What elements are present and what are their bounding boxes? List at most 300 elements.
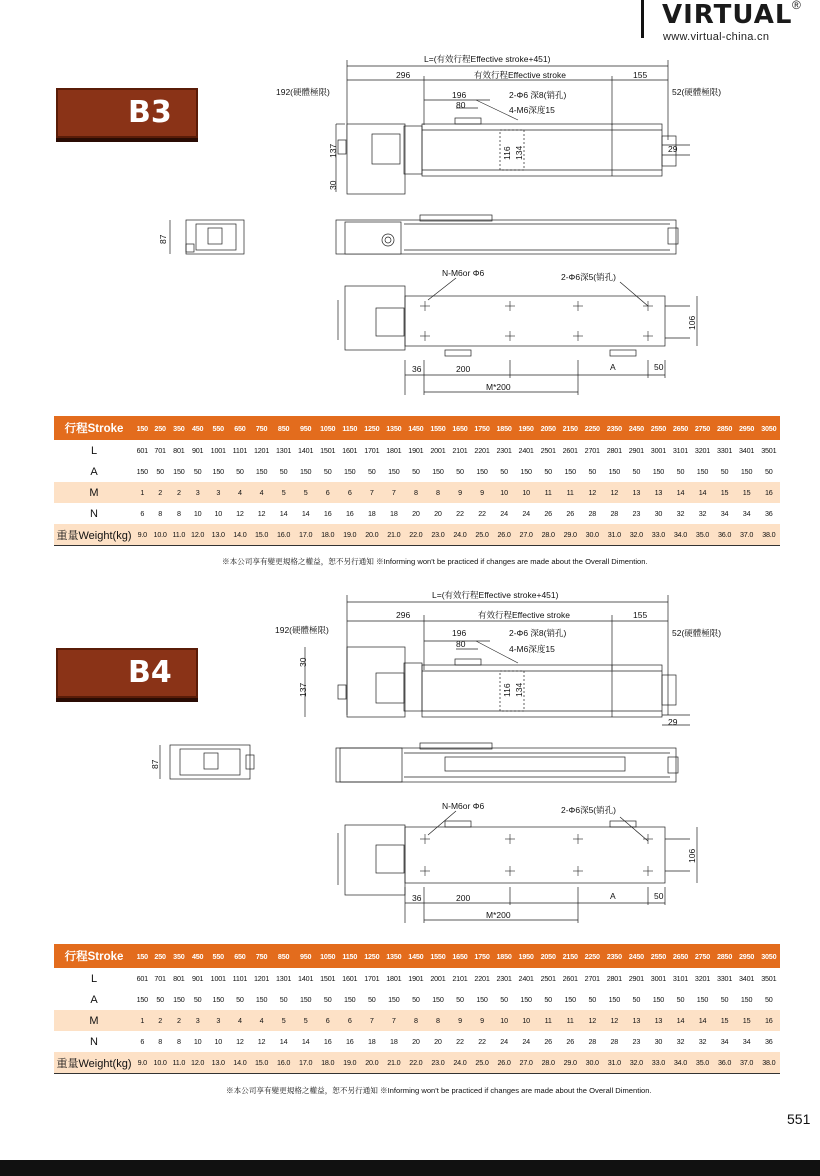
table-cell: 50 <box>317 461 339 482</box>
table-cell: 1301 <box>273 440 295 461</box>
table-cell: 14 <box>669 482 691 503</box>
dim-left: 296 <box>396 70 411 80</box>
table-cell: 50 <box>405 461 427 482</box>
dim-29: 29 <box>668 144 678 154</box>
table-cell: 29.0 <box>559 524 581 546</box>
table-cell: 1201 <box>251 968 273 989</box>
table-cell: 150 <box>736 461 758 482</box>
table-cell: 750 <box>251 416 273 440</box>
table-cell: 13.0 <box>207 1052 229 1074</box>
table-cell: 8 <box>427 1010 449 1031</box>
table-cell: 2401 <box>515 968 537 989</box>
row-label: A <box>54 461 134 482</box>
table-cell: 24.0 <box>449 524 471 546</box>
dim-a: A <box>610 362 616 372</box>
table-cell: 14 <box>295 1031 317 1052</box>
table-row-weight <box>54 1052 780 1074</box>
table-cell: 26 <box>559 1031 581 1052</box>
dim-height-134: 134 <box>514 682 524 697</box>
table-cell: 150 <box>207 989 229 1010</box>
table-cell: 22 <box>471 1031 493 1052</box>
table-cell: 2 <box>151 1010 170 1031</box>
table-cell: 50 <box>449 461 471 482</box>
table-cell: 1350 <box>383 944 405 968</box>
table-cell: 150 <box>383 989 405 1010</box>
table-cell: 24.0 <box>449 1052 471 1074</box>
table-cell: 50 <box>758 461 780 482</box>
table-cell: 1850 <box>493 416 515 440</box>
table-cell: 32 <box>669 1031 691 1052</box>
table-cell: 32.0 <box>625 1052 647 1074</box>
table-cell: 16 <box>758 1010 780 1031</box>
table-cell: 12 <box>229 503 250 524</box>
table-cell: 950 <box>295 944 317 968</box>
table-cell: 2450 <box>625 944 647 968</box>
table-cell: 11.0 <box>170 524 188 546</box>
table-cell: 24 <box>515 503 537 524</box>
table-cell: 19.0 <box>339 524 361 546</box>
table-row-n <box>54 1031 780 1052</box>
table-cell: 1550 <box>427 944 449 968</box>
table-cell: 3001 <box>647 440 669 461</box>
table-cell: 3050 <box>758 944 780 968</box>
dim-hard-limit-right: 52(硬體極限) <box>672 87 722 97</box>
table-row-m <box>54 482 780 503</box>
dim-tap-hole: 4-M6深度15 <box>509 644 555 654</box>
table-cell: 4 <box>251 1010 273 1031</box>
brand-logo: VIRTUAL <box>662 0 793 30</box>
table-cell: 50 <box>714 989 736 1010</box>
table-cell: 2350 <box>603 944 625 968</box>
table-cell: 11 <box>537 1010 559 1031</box>
table-cell: 28.0 <box>537 1052 559 1074</box>
table-cell: 50 <box>151 989 170 1010</box>
table-cell: 150 <box>134 944 151 968</box>
table-cell: 901 <box>188 968 207 989</box>
table-cell: 23 <box>625 1031 647 1052</box>
table-cell: 2001 <box>427 440 449 461</box>
table-cell: 8 <box>151 503 170 524</box>
table-cell: 2601 <box>559 968 581 989</box>
table-cell: 33.0 <box>647 1052 669 1074</box>
table-cell: 2701 <box>581 440 603 461</box>
table-cell: 801 <box>170 968 188 989</box>
table-cell: 701 <box>151 968 170 989</box>
dim-height-30: 30 <box>298 657 308 667</box>
table-cell: 21.0 <box>383 524 405 546</box>
table-row-a <box>54 989 780 1010</box>
table-cell: 10 <box>188 503 207 524</box>
table-cell: 2050 <box>537 944 559 968</box>
dim-m200: M*200 <box>486 910 511 920</box>
table-cell: 7 <box>361 1010 383 1031</box>
table-cell: 14 <box>273 503 295 524</box>
dim-106: 106 <box>687 848 697 863</box>
table-cell: 20.0 <box>361 524 383 546</box>
table-cell: 10 <box>515 482 537 503</box>
table-cell: 9.0 <box>134 1052 151 1074</box>
table-cell: 16.0 <box>273 524 295 546</box>
table-cell: 30.0 <box>581 1052 603 1074</box>
table-cell: 14 <box>669 1010 691 1031</box>
table-cell: 2101 <box>449 968 471 989</box>
table-cell: 6 <box>339 482 361 503</box>
table-cell: 150 <box>170 461 188 482</box>
table-cell: 36 <box>758 503 780 524</box>
dim-200: 200 <box>456 364 471 374</box>
dim-left: 296 <box>396 610 411 620</box>
table-cell: 16 <box>339 503 361 524</box>
table-cell: 1201 <box>251 440 273 461</box>
table-cell: 850 <box>273 416 295 440</box>
row-label: L <box>54 968 134 989</box>
table-cell: 28 <box>581 1031 603 1052</box>
table-cell: 1 <box>134 1010 151 1031</box>
table-cell: 150 <box>134 989 151 1010</box>
table-cell: 150 <box>134 416 151 440</box>
table-cell: 35.0 <box>691 1052 713 1074</box>
table-cell: 50 <box>317 989 339 1010</box>
table-cell: 1950 <box>515 944 537 968</box>
table-cell: 150 <box>427 461 449 482</box>
table-cell: 28 <box>603 1031 625 1052</box>
table-cell: 24 <box>515 1031 537 1052</box>
table-cell: 2250 <box>581 944 603 968</box>
table-cell: 14 <box>691 482 713 503</box>
table-cell: 850 <box>273 944 295 968</box>
table-cell: 16 <box>339 1031 361 1052</box>
table-cell: 23 <box>625 503 647 524</box>
table-cell: 12 <box>603 1010 625 1031</box>
table-cell: 3 <box>207 1010 229 1031</box>
table-cell: 50 <box>581 461 603 482</box>
table-cell: 12 <box>251 503 273 524</box>
dim-200: 200 <box>456 893 471 903</box>
table-cell: 2 <box>151 482 170 503</box>
table-cell: 150 <box>339 461 361 482</box>
table-cell: 3050 <box>758 416 780 440</box>
table-cell: 2 <box>170 1010 188 1031</box>
row-label: M <box>54 1010 134 1031</box>
table-cell: 33.0 <box>647 524 669 546</box>
dim-36: 36 <box>412 893 422 903</box>
table-cell: 1601 <box>339 968 361 989</box>
table-cell: 13.0 <box>207 524 229 546</box>
table-cell: 1750 <box>471 944 493 968</box>
table-cell: 34 <box>714 1031 736 1052</box>
table-cell: 50 <box>669 461 691 482</box>
table-cell: 16.0 <box>273 1052 295 1074</box>
table-row-l <box>54 440 780 461</box>
table-cell: 10 <box>493 1010 515 1031</box>
table-cell: 38.0 <box>758 1052 780 1074</box>
table-cell: 50 <box>229 461 250 482</box>
row-label: A <box>54 989 134 1010</box>
table-cell: 2901 <box>625 440 647 461</box>
table-cell: 2301 <box>493 968 515 989</box>
table-cell: 2801 <box>603 440 625 461</box>
table-cell: 1801 <box>383 440 405 461</box>
table-cell: 7 <box>361 482 383 503</box>
table-cell: 9 <box>449 482 471 503</box>
table-cell: 10 <box>207 1031 229 1052</box>
table-cell: 8 <box>427 482 449 503</box>
table-cell: 14 <box>691 1010 713 1031</box>
dim-stroke: 有效行程Effective stroke <box>474 70 566 80</box>
table-cell: 16 <box>317 1031 339 1052</box>
table-cell: 15 <box>714 1010 736 1031</box>
row-label: N <box>54 503 134 524</box>
table-cell: 150 <box>691 989 713 1010</box>
table-cell: 6 <box>134 1031 151 1052</box>
dim-29: 29 <box>668 717 678 727</box>
table-cell: 22.0 <box>405 1052 427 1074</box>
table-cell: 3201 <box>691 440 713 461</box>
table-cell: 1250 <box>361 944 383 968</box>
disclaimer-note: ※本公司享有變更規格之權益，恕不另行通知 ※Informing won't be practiced if changes are made about the Overall Dimention. <box>226 1086 652 1095</box>
dim-pin-hole-2: 2-Φ6深5(销孔) <box>561 805 616 815</box>
dim-height-116: 116 <box>502 683 512 697</box>
table-cell: 2850 <box>714 416 736 440</box>
table-cell: 3401 <box>736 440 758 461</box>
table-cell: 50 <box>625 461 647 482</box>
dim-87: 87 <box>158 234 168 244</box>
table-cell: 50 <box>537 989 559 1010</box>
table-cell: 801 <box>170 440 188 461</box>
table-cell: 5 <box>295 482 317 503</box>
row-label: L <box>54 440 134 461</box>
disclaimer-note: ※本公司享有變更規格之權益，恕不另行通知 ※Informing won't be practiced if changes are made about the Overall Dimention. <box>222 557 648 566</box>
table-cell: 24 <box>493 1031 515 1052</box>
table-cell: 601 <box>134 968 151 989</box>
table-cell: 13 <box>647 482 669 503</box>
table-cell: 13 <box>625 1010 647 1031</box>
table-cell: 25.0 <box>471 524 493 546</box>
table-cell: 2 <box>170 482 188 503</box>
table-cell: 10.0 <box>151 524 170 546</box>
table-cell: 34.0 <box>669 1052 691 1074</box>
table-cell: 2401 <box>515 440 537 461</box>
table-row-l <box>54 968 780 989</box>
table-cell: 28 <box>581 503 603 524</box>
table-cell: 3001 <box>647 968 669 989</box>
table-cell: 1650 <box>449 416 471 440</box>
table-cell: 32 <box>691 503 713 524</box>
table-cell: 9 <box>449 1010 471 1031</box>
dim-total-length: L=(有效行程Effective stroke+451) <box>424 54 551 64</box>
table-cell: 50 <box>625 989 647 1010</box>
table-cell: 50 <box>361 461 383 482</box>
table-row-weight <box>54 524 780 546</box>
table-cell: 9 <box>471 1010 493 1031</box>
dim-hard-limit-left: 192(硬體極限) <box>275 625 329 635</box>
table-cell: 8 <box>151 1031 170 1052</box>
table-cell: 22 <box>449 1031 471 1052</box>
dim-height-137: 137 <box>298 682 308 697</box>
table-cell: 1901 <box>405 440 427 461</box>
table-cell: 4 <box>251 482 273 503</box>
dim-tap-hole: 4-M6深度15 <box>509 105 555 115</box>
table-cell: 50 <box>229 989 250 1010</box>
table-cell: 10 <box>515 1010 537 1031</box>
brand-url[interactable]: www.virtual-china.cn <box>663 31 770 43</box>
table-cell: 13 <box>625 482 647 503</box>
table-cell: 32.0 <box>625 524 647 546</box>
table-cell: 18.0 <box>317 1052 339 1074</box>
table-cell: 2750 <box>691 944 713 968</box>
dim-36: 36 <box>412 364 422 374</box>
table-cell: 34 <box>736 1031 758 1052</box>
table-cell: 1101 <box>229 968 250 989</box>
table-cell: 1950 <box>515 416 537 440</box>
table-cell: 28.0 <box>537 524 559 546</box>
table-cell: 2550 <box>647 944 669 968</box>
table-cell: 2350 <box>603 416 625 440</box>
table-cell: 150 <box>603 461 625 482</box>
table-row-a <box>54 461 780 482</box>
table-cell: 1401 <box>295 440 317 461</box>
table-cell: 150 <box>251 989 273 1010</box>
table-cell: 701 <box>151 440 170 461</box>
table-cell: 150 <box>427 989 449 1010</box>
table-cell: 1050 <box>317 944 339 968</box>
table-cell: 18.0 <box>317 524 339 546</box>
table-cell: 1850 <box>493 944 515 968</box>
table-cell: 150 <box>603 989 625 1010</box>
table-cell: 26 <box>537 1031 559 1052</box>
table-cell: 1550 <box>427 416 449 440</box>
table-cell: 2650 <box>669 944 691 968</box>
table-cell: 3101 <box>669 440 691 461</box>
table-cell: 26.0 <box>493 524 515 546</box>
table-cell: 29.0 <box>559 1052 581 1074</box>
table-cell: 22.0 <box>405 524 427 546</box>
table-cell: 16 <box>317 503 339 524</box>
table-cell: 150 <box>134 461 151 482</box>
table-cell: 1750 <box>471 416 493 440</box>
table-cell: 1701 <box>361 968 383 989</box>
table-cell: 2201 <box>471 440 493 461</box>
table-cell: 23.0 <box>427 524 449 546</box>
table-cell: 2150 <box>559 944 581 968</box>
table-cell: 650 <box>229 416 250 440</box>
table-cell: 3201 <box>691 968 713 989</box>
table-cell: 1001 <box>207 440 229 461</box>
table-cell: 21.0 <box>383 1052 405 1074</box>
table-cell: 28 <box>603 503 625 524</box>
table-cell: 50 <box>758 989 780 1010</box>
table-cell: 18 <box>383 503 405 524</box>
table-cell: 18 <box>361 503 383 524</box>
table-cell: 2750 <box>691 416 713 440</box>
dim-80: 80 <box>456 639 466 649</box>
dim-pin-hole: 2-Φ6 深8(销孔) <box>509 90 567 100</box>
table-cell: 3401 <box>736 968 758 989</box>
spec-table-b3 <box>54 416 780 546</box>
table-cell: 50 <box>493 989 515 1010</box>
table-cell: 5 <box>295 1010 317 1031</box>
table-cell: 2150 <box>559 416 581 440</box>
table-cell: 150 <box>691 461 713 482</box>
table-cell: 1401 <box>295 968 317 989</box>
table-cell: 8 <box>170 503 188 524</box>
table-cell: 2501 <box>537 968 559 989</box>
table-cell: 150 <box>647 461 669 482</box>
table-cell: 250 <box>151 944 170 968</box>
dim-80: 80 <box>456 100 466 110</box>
table-cell: 7 <box>383 1010 405 1031</box>
table-cell: 2450 <box>625 416 647 440</box>
table-cell: 20.0 <box>361 1052 383 1074</box>
table-cell: 50 <box>273 989 295 1010</box>
table-cell: 36.0 <box>714 1052 736 1074</box>
table-cell: 2701 <box>581 968 603 989</box>
table-cell: 2801 <box>603 968 625 989</box>
table-cell: 150 <box>515 461 537 482</box>
table-cell: 50 <box>537 461 559 482</box>
table-cell: 550 <box>207 944 229 968</box>
table-cell: 1601 <box>339 440 361 461</box>
table-cell: 150 <box>559 461 581 482</box>
table-row-m <box>54 1010 780 1031</box>
table-cell: 3 <box>188 1010 207 1031</box>
table-cell: 2950 <box>736 944 758 968</box>
table-cell: 901 <box>188 440 207 461</box>
table-cell: 7 <box>383 482 405 503</box>
dim-87: 87 <box>150 759 160 769</box>
table-cell: 150 <box>647 989 669 1010</box>
table-cell: 1650 <box>449 944 471 968</box>
table-cell: 14.0 <box>229 524 250 546</box>
technical-drawing-b3 <box>0 0 820 405</box>
table-cell: 30 <box>647 1031 669 1052</box>
table-cell: 50 <box>669 989 691 1010</box>
table-cell: 150 <box>170 989 188 1010</box>
table-cell: 26 <box>537 503 559 524</box>
dim-pin-hole-2: 2-Φ6深5(销孔) <box>561 272 616 282</box>
table-cell: 37.0 <box>736 524 758 546</box>
table-cell: 2250 <box>581 416 603 440</box>
table-cell: 12 <box>251 1031 273 1052</box>
table-cell: 20 <box>427 503 449 524</box>
table-cell: 15.0 <box>251 524 273 546</box>
table-cell: 1001 <box>207 968 229 989</box>
table-cell: 50 <box>151 461 170 482</box>
table-cell: 350 <box>170 416 188 440</box>
table-cell: 12 <box>581 482 603 503</box>
table-cell: 9 <box>471 482 493 503</box>
table-cell: 20 <box>405 1031 427 1052</box>
table-cell: 2950 <box>736 416 758 440</box>
table-cell: 18 <box>361 1031 383 1052</box>
table-cell: 30 <box>647 503 669 524</box>
registered-mark: ® <box>792 0 801 12</box>
table-cell: 3 <box>188 482 207 503</box>
table-cell: 150 <box>471 461 493 482</box>
table-cell: 3 <box>207 482 229 503</box>
table-cell: 6 <box>134 503 151 524</box>
table-cell: 6 <box>317 1010 339 1031</box>
table-cell: 10.0 <box>151 1052 170 1074</box>
table-cell: 15 <box>736 482 758 503</box>
table-cell: 31.0 <box>603 1052 625 1074</box>
footer-bar <box>0 1160 820 1176</box>
table-cell: 2001 <box>427 968 449 989</box>
table-cell: 26 <box>559 503 581 524</box>
table-cell: 50 <box>493 461 515 482</box>
dim-pin-hole: 2-Φ6 深8(销孔) <box>509 628 567 638</box>
table-cell: 10 <box>188 1031 207 1052</box>
